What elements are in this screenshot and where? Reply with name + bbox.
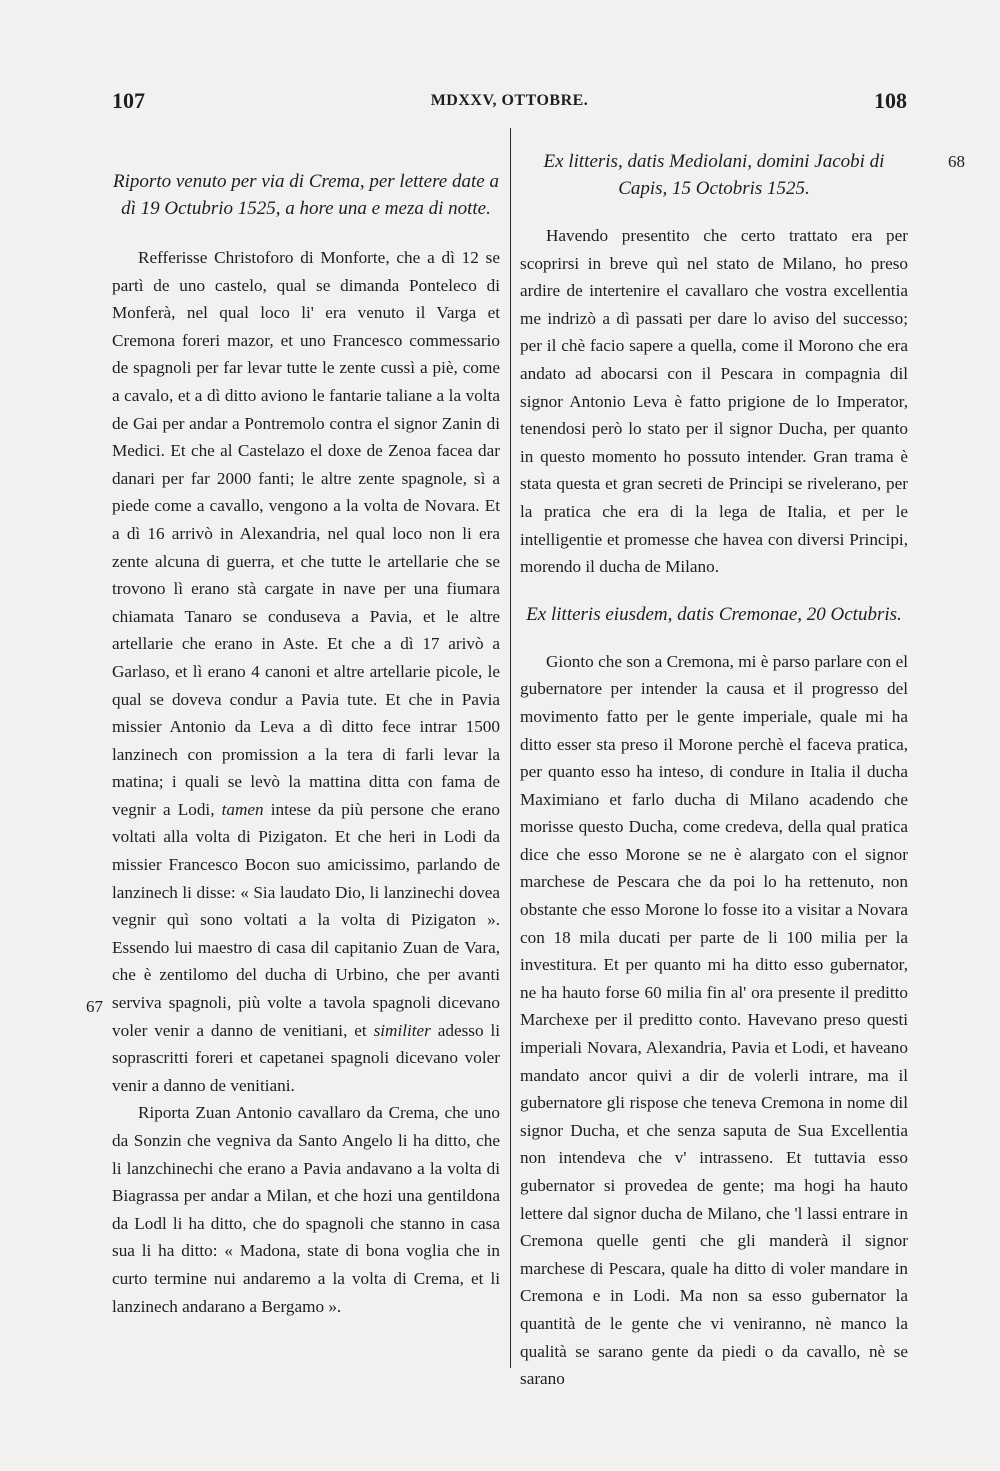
- right-column: [520, 148, 908, 1393]
- italic-similiter: similiter: [373, 1020, 431, 1040]
- running-header: [112, 88, 907, 116]
- margin-number-left: 67: [86, 997, 103, 1016]
- right-paragraph-2: Gionto che son a Cremona, mi è parso parlare con el gubernatore per intender la causa et il progresso del movimento fatto per le gente imperiale, quale mi ha ditto esser sta preso il Morone perchè el faceva pratica, per quanto esso ha inteso, di condure in Italia il ducha Maximiano et farlo ducha di Milano acadendo che morisse questo Ducha, come credeva, della qual pratica dice che esso Morone se ne è alargato con el signor marchese de Pescara che da poi lo ha rettenuto, non obstante che esso Morone lo fosse ito a visitar a Novara con 18 mila ducati per parte de li 100 milia per la investitura. Et per quanto mi ha ditto esso gubernator, ne ha hauto forse 60 milia fin al' ora presente il preditto Marchexe per il preditto conto. Havevano preso questi imperiali Novara, Alexandria, Pavia et Lodi, et haveano mandato ancor quivi a dir de volerli intrare, ma il gubernatore gli rispose che teneva Cremona in nome dil signor Ducha, et che senza saputa de Sua Excellentia non intendeva che v' intrasseno. Et tuttavia esso gubernator si provedea de gente; ma hogi ha hauto lettere dal signor ducha de Milano, che 'l lassi entrare in Cremona quelle genti che gli manderà il signor marchese di Pescara, quale ha ditto di voler mandare in Cremona e in Lodi. Ma non sa esso gubernator la quantità de le gente che vi veniranno, nè manco la qualità se sarano gente da piedi o da cavallo, nè se sarano: [520, 651, 908, 1389]
- right-heading-2: Ex litteris eiusdem, datis Cremonae, 20 Octubris.: [526, 603, 902, 625]
- page-number-left: 107: [112, 88, 145, 113]
- right-heading-1: Ex litteris, datis Mediolani, domini Jacobi di Capis, 15 Octobris 1525.: [543, 151, 885, 199]
- left-column: [112, 168, 500, 1320]
- left-paragraph-2: Riporta Zuan Antonio cavallaro da Crema, che uno da Sonzin che vegniva da Santo Angelo li ha ditto, che li lanzchinechi che erano a Pavia andavano a la volta di Biagrassa per andar a Milan, et che hozi una gentildona da Lodl li ha ditto, che do spagnoli che stanno in casa sua li ha ditto: « Madona, state di bona voglia che in curto termine nui andaremo a la volta di Crema, et li lanzinech andarano a Bergamo ».: [112, 1103, 500, 1316]
- right-paragraph-1: Havendo presentito che certo trattato era per scoprirsi in breve quì nel stato de Milano, ho preso ardire de intertenire el cavallaro che vostra excellentia me indrizò a dì passati per dare lo aviso del successo; per il chè facio sapere a quella, come il Morono che era andato ad abocarsi con il Pescara in compagnia dil signor Antonio Leva è fatto prigione de lo Imperator, tenendosi però lo stato per il signor Ducha, per quanto in questo momento ho possuto intender. Gran trama è stata questa et gran secreti de Principi se rivelerano, per la pratica che era di la lega de Italia, et per le intelligentie et promesse che havea con diversi Principi, morendo il ducha de Milano.: [520, 226, 908, 577]
- left-paragraph-1-part-c: adesso li soprascritti foreri et capetanei spagnoli dicevano voler venir a danno de venitiani.: [112, 1020, 501, 1095]
- page-number-right: 108: [874, 88, 907, 113]
- italic-tamen: tamen: [221, 799, 264, 819]
- running-title: MDXXV, OTTOBRE.: [430, 92, 589, 109]
- margin-number-right: 68: [948, 152, 965, 171]
- left-heading: Riporto venuto per via di Crema, per lettere date a dì 19 Octubrio 1525, a hore una e meza di notte.: [113, 171, 499, 219]
- left-paragraph-1-part-a: Refferisse Christoforo di Monforte, che a dì 12 se partì de uno castelo, qual se dimanda Ponteleco di Monferà, nel qual loco li' era venuto il Varga et Cremona foreri mazor, et uno Francesco commessario de spagnoli per far levar tutte le zente cussì a piè, come a cavalo, et a dì ditto aviono le fantarie taliane a la volta de Gai per andar a Pontremolo contra el signor Zanin di Medici. Et che al Castelazo el doxe de Zenoa facea dar danari per far 2000 fanti; le altre zente spagnole, sì a piede come a cavallo, vengono a la volta de Novara. Et a dì 16 arrivò in Alexandria, nel qual loco non li era zente alcuna di guerra, et che tutte le artellarie che se trovono lì erano stà cargate in nave per una fiumara chiamata Tanaro se conduseva a Pavia, et le altre artellarie che erano in Aste. Et che a dì 17 arivò a Garlaso, et lì erano 4 canoni et altre artellarie picole, le qual se doveva condur a Pavia tute. Et che in Pavia missier Antonio da Leva a dì ditto fece intrar 1500 lanzinech con promission a la tera di farli levar la matina; i quali se levò la mattina ditta con fama de vegnir a Lodi,: [112, 248, 500, 819]
- left-paragraph-1: [112, 244, 500, 1099]
- column-divider: [510, 128, 511, 1368]
- left-paragraph-1-part-b: intese da più persone che erano voltati alla volta di Pizigaton. Et che heri in Lodi da missier Francesco Bocon suo amicissimo, parlando de lanzinech li disse: « Sia laudato Dio, li lanzinechi dovea vegnir quì sono voltati a la volta di Pizigaton ». Essendo lui maestro di casa dil capitanio Zuan de Vara, che è zentilomo del ducha di Urbino, che per avanti serviva spagnoli, più volte a tavola spagnoli dicevano voler venir a danno de venitiani, et: [112, 799, 501, 1040]
